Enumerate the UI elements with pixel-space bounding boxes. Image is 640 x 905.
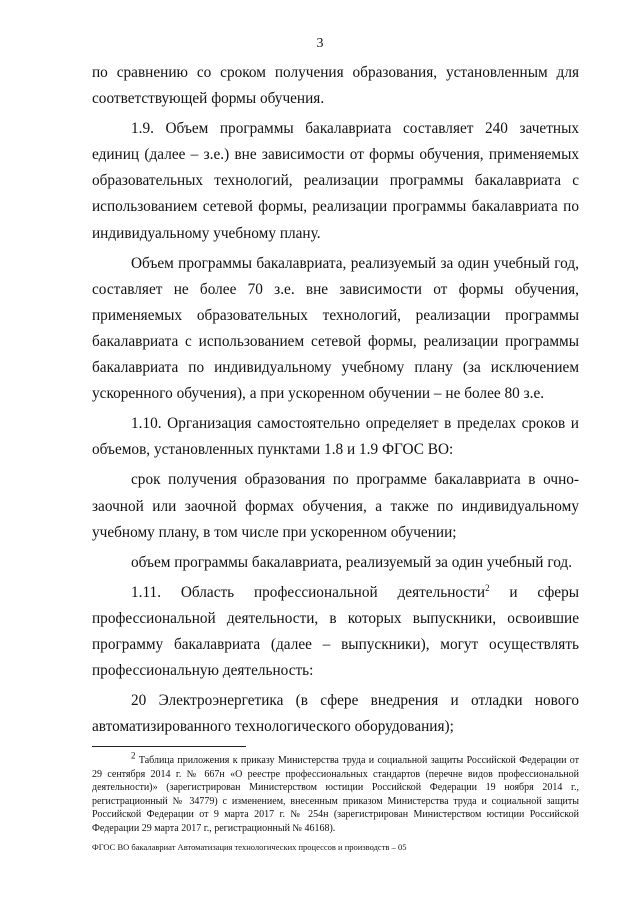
footnote bbox=[92, 750, 579, 836]
paragraph-annual-volume-item: объем программы бакалавриата, реализуемый за один учебный год. bbox=[131, 553, 573, 571]
paragraph-1-10: 1.10. Организация самостоятельно определяет в пределах сроков и объемов, установленных пунктами 1.8 и 1.9 ФГОС ВО: bbox=[92, 415, 579, 459]
page-number: 3 bbox=[316, 36, 324, 51]
footnote-marker: 2 bbox=[131, 750, 136, 761]
footnote-separator bbox=[92, 746, 246, 747]
footnote-reference: 2 bbox=[485, 582, 490, 593]
paragraph-study-term: срок получения образования по программе бакалавриата в очно-заочной или заочной формах обучения, а также по индивидуальному учебному плану, в том числе при ускоренном обучении; bbox=[92, 471, 579, 541]
paragraph-annual-volume: Объем программы бакалавриата, реализуемый за один учебный год, составляет не более 70 з.е. вне зависимости от формы обучения, применяемых образовательных технологий, реализации программы бакалавриата с использованием сетевой формы, реализации программы бакалавриата по индивидуальному учебному плану (за исключением ускоренного обучения), а при ускоренном обучении – не более 80 з.е. bbox=[92, 254, 579, 403]
paragraph-1-11-start: 1.11. Область профессиональной деятельности bbox=[131, 583, 486, 601]
paragraph-electro-energetics: 20 Электроэнергетика (в сфере внедрения и отладки нового автоматизированного технологического оборудования); bbox=[92, 692, 579, 736]
main-text bbox=[92, 60, 579, 740]
page-footer: ФГОС ВО бакалавриат Автоматизация технологических процессов и производств – 05 bbox=[92, 842, 407, 852]
paragraph-continuation: по сравнению со сроком получения образования, установленным для соответствующей формы обучения. bbox=[92, 64, 579, 108]
paragraph-1-11-end: и сферы профессиональной деятельности, в которых выпускники, освоившие программу бакалавриата (далее – выпускники), могут осуществлять профессиональную деятельность: bbox=[92, 583, 579, 680]
paragraph-1-9: 1.9. Объем программы бакалавриата составляет 240 зачетных единиц (далее – з.е.) вне зависимости от формы обучения, применяемых образовательных технологий, реализации программы бакалавриата с использованием сетевой формы, реализации программы бакалавриата по индивидуальному учебному плану. bbox=[92, 120, 579, 242]
paragraph-1-11 bbox=[92, 580, 579, 684]
footnote-text: Таблица приложения к приказу Министерства труда и социальной защиты Российской Федерации от 29 сентября 2014 г. № 667н «О реестре профессиональных стандартов (перечне видов профессиональной деятельности)» (зарегистрирован Министерством юстиции Российской Федерации 19 ноября 2014 г., регистрационный № 34779) с изменением, внесенным приказом Министерства труда и социальной защиты Российской Федерации от 9 марта 2017 г. № 254н (зарегистрирован Министерством юстиции Российской Федерации 29 марта 2017 г., регистрационный № 46168). bbox=[92, 755, 579, 834]
